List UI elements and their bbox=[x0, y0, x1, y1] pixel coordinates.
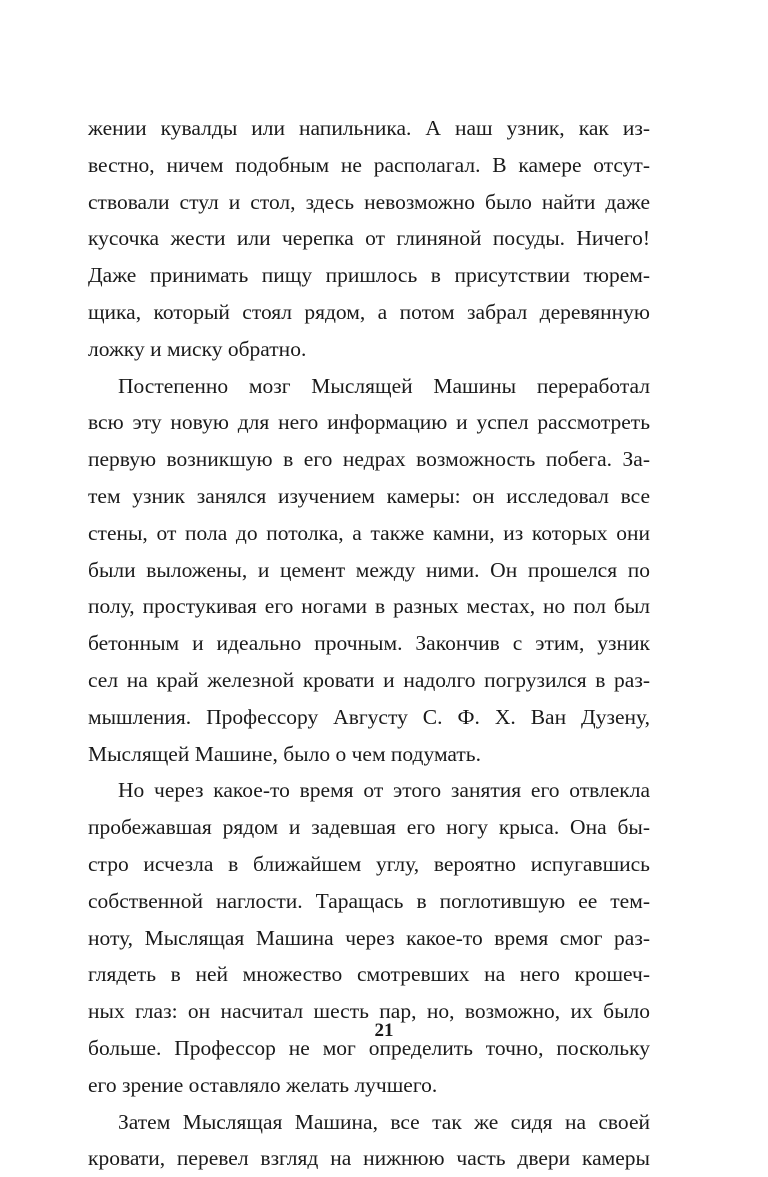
text-line: всю эту новую для него информацию и успел рассмотреть bbox=[88, 410, 650, 435]
text-line: больше. Профессор не мог определить точно, поскольку bbox=[88, 1035, 650, 1060]
text-line: его зрение оставляло желать лучшего. bbox=[88, 1072, 438, 1097]
text-line: бетонным и идеально прочным. Закончив с этим, узник bbox=[88, 631, 650, 656]
text-line: мышления. Профессору Августу С. Ф. Х. Ван Дузену, bbox=[88, 704, 650, 729]
text-line: Даже принимать пищу пришлось в присутствии тюрем- bbox=[88, 263, 650, 288]
text-line: были выложены, и цемент между ними. Он прошелся по bbox=[88, 557, 650, 582]
paragraph-first-line: Но через какое-то время от этого занятия его отвлекла bbox=[118, 778, 650, 803]
text-line: щика, который стоял рядом, а потом забрал деревянную bbox=[88, 299, 650, 324]
text-line: кусочка жести или черепка от глиняной посуды. Ничего! bbox=[88, 226, 650, 251]
text-line: Мыслящей Машине, было о чем подумать. bbox=[88, 741, 481, 766]
page-body-text bbox=[88, 110, 650, 1177]
text-line: глядеть в ней множество смотревших на него крошеч- bbox=[88, 962, 650, 987]
text-line: жении кувалды или напильника. А наш узник, как из- bbox=[88, 116, 650, 140]
text-line: ложку и миску обратно. bbox=[88, 336, 307, 361]
text-line: стро исчезла в ближайшем углу, вероятно испугавшись bbox=[88, 851, 650, 876]
paragraph-first-line: Постепенно мозг Мыслящей Машины переработал bbox=[118, 373, 650, 398]
text-line: ноту, Мыслящая Машина через какое-то время смог раз- bbox=[88, 925, 650, 950]
paragraph-first-line: Затем Мыслящая Машина, все так же сидя на своей bbox=[118, 1109, 650, 1134]
text-line: вестно, ничем подобным не располагал. В камере отсут- bbox=[88, 152, 650, 177]
text-line: ных глаз: он насчитал шесть пар, но, возможно, их было bbox=[88, 999, 650, 1024]
text-line: кровати, перевел взгляд на нижнюю часть двери камеры bbox=[88, 1146, 650, 1171]
text-line: ствовали стул и стол, здесь невозможно было найти даже bbox=[88, 189, 650, 214]
page-number: 21 bbox=[374, 1020, 394, 1041]
text-line: стены, от пола до потолка, а также камни, из которых они bbox=[88, 520, 650, 545]
text-line: тем узник занялся изучением камеры: он исследовал все bbox=[88, 483, 650, 508]
text-line: собственной наглости. Таращась в поглотившую ее тем- bbox=[88, 888, 650, 913]
text-line: сел на край железной кровати и надолго погрузился в раз- bbox=[88, 667, 650, 692]
text-line: полу, простукивая его ногами в разных местах, но пол был bbox=[88, 594, 650, 619]
text-line: первую возникшую в его недрах возможность побега. За- bbox=[88, 447, 650, 472]
text-line: пробежавшая рядом и задевшая его ногу крыса. Она бы- bbox=[88, 815, 650, 840]
